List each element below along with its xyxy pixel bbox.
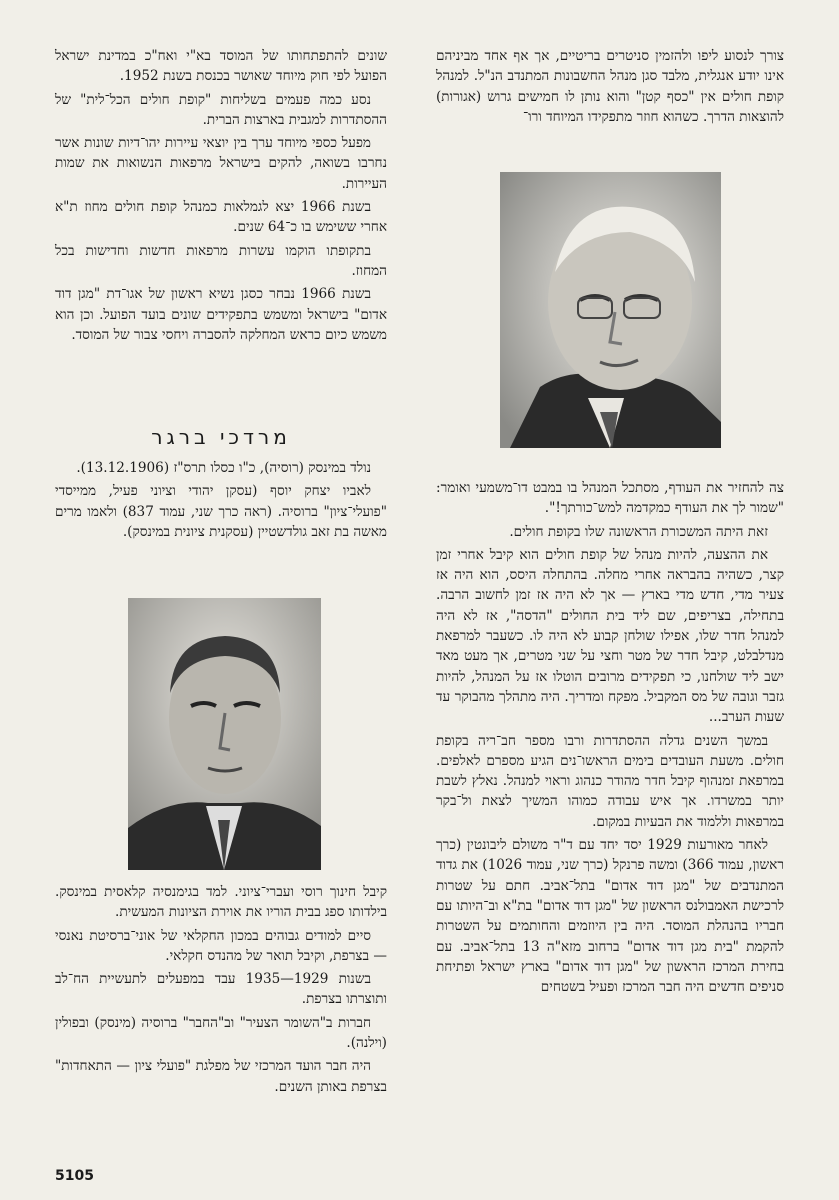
left-column-bottom (55, 882, 387, 1100)
biography-heading: מרדכי ברגר (151, 425, 291, 449)
paragraph: בתקופתו הוקמו עשרות מרפאות חדשות וחדישות בכל המחוז. (55, 242, 387, 279)
paragraph: סיים למודים גבוהים במכון החקלאי של אוני־ברסיטת נאנסי — בצרפת, וקיבל תואר של מהנדס חקלאי. (55, 927, 387, 964)
paragraph: לאביו יצחק יוסף (עסקן יהודי וציוני פעיל, ממייסדי "פועלי־ציון" ברוסיה. (ראה כרך שני, עמוד 837) ולאמו מרים מאשה בת זאב גולדשטיין (עסקנית ציונית במינסק). (55, 483, 387, 540)
portrait-photo-elder (500, 172, 721, 448)
paragraph: חברות ב"השומר הצעיר" וב"החבר" ברוסיה (מינסק) ובפולין (וילנה). (55, 1014, 387, 1052)
portrait-photo-berger (128, 598, 321, 870)
paragraph: מפעל כספי מיוחד ערך בין יוצאי עיירות יהו־דיות שונות אשר נחרבו בשואה, להקים בישראל מרפאות הנשואות את שמות העיירות. (55, 135, 387, 192)
page-number: 5105 (55, 1168, 94, 1184)
left-column-top (55, 46, 387, 348)
paragraph: נולד במינסק (רוסיה), כ"ו כסלו תרס"ז (13.12.1906). (76, 460, 371, 476)
paragraph: לאחר מאורעות 1929 יסד יחד עם ד"ר משולם ליבונטין (כרך ראשון, עמוד 366) ומשה פרנקל (כרך שני, עמוד 1026) את גדוד המתנדבים של "מגן דוד אדום" בתל־אביב. חתם על שטרות לרכישת האמבולנס הראשון של "מגן דוד אדום" בת"א וב־היותו עם חבריו בהנהלת המוסד. היה בין היוזמים והחותמים על השטרות להקמת "בית מגן דוד אדום" ברחוב מזא"ה 13 בתל־אביב. עם בחירת המרכז הראשון של "מגן דוד אדום" בארץ ישראל ופתיחת סניפים חדשים היה חבר המרכז ופעיל בשטחים (436, 837, 784, 996)
paragraph: היה חבר הועד המרכזי של מפלגת "פועלי ציון — התאחדות" בצרפת באותן השנים. (55, 1058, 387, 1095)
left-column-bio (55, 458, 387, 545)
paragraph: את ההצעה, להיות מנהל של קופת חולים הוא קיבל אחרי זמן קצר, כשהיה בהבראה אחרי מחלה. בהתחלה היסס, הוא היה אז צעיר מדי, חדש מדי בארץ — אך לא היה אז זמן לחשוב הרבה. בתחילה, בצריפים, שם ליד בית החולים "הדסה", אז לא היה למנהל חדר שלו, אפילו שולחן קבוע לא היה לו. כשעבר למרפאת מנדלבלט, קיבל חדר של מטר וחצי על שני מטרים, אך מעט מאד ישב ליד שולחנו, כי תפקידים מרובים הוטלו אז על המנהל, להיות גזבר וגובה של מס המקביל. מפקח ומדריך. היה מתהלך מהבוקר עד שעות הערב... (436, 546, 784, 726)
paragraph: במשך השנים גדלה ההסתדרות ורבו מספר חב־ריה בקופת חולים. משעת העובדים בימים הראשו־נים הגיע מספרם לאלפים. במרפאת זמנהוף קיבל חדר מהודר כנהוג וראוי למנהל. נאלץ לשבת יותר במשרדו. אך איש עבודה כמוהו המשיך לצאת ול־בקר במרפאות וללמוד את הבעיות במקום. (436, 732, 784, 830)
right-column-top (436, 46, 784, 130)
paragraph: בשנת 1966 נבחר כסגן נשיא ראשון של אגו־דת "מגן דוד אדום" בישראל ומשמש בתפקידים שונים בועד הפועל. וכן הוא משמש כיום כראש המחלקה להסברה ויחסי צבור של המוסד. (55, 286, 387, 343)
paragraph: קיבל חינוך רוסי ועברי־ציוני. למד בגימנסיה קלאסית במינסק. בילדותו ספג בבית הוריו את אוירת הציונות המעשית. (55, 884, 387, 921)
paragraph: צורך לנסוע ליפו ולהזמין סניטרים בריטיים, אך אף אחד מביניהם אינו יודע אנגלית, מלבד סגן מנהל החשבונות המתנדב הנ"ל. למנהל קופת חולים אין "כסף קטן" והוא נותן לו חמישים גרוש (אגורות) להוצאות הדרך. כשהוא חוזר מתפקידו המיוחד ורו־ (436, 48, 784, 125)
paragraph: שונים להתפתחותו של המוסד בא"י ואח"כ במדינת ישראל הפועל לפי חוק מיוחד שאושר בכנסת בשנת 1952. (55, 48, 387, 85)
paragraph: צה להחזיר את העודף, מסתכל המנהל בו במבט דו־משמעי ואומר: "שמור לך את העודף כמקדמה למש־כורתך!". (436, 480, 784, 517)
paragraph: זאת היתה המשכורת הראשונה שלו בקופת חולים. (509, 523, 768, 540)
paragraph: בשנת 1966 יצא לגמלאות כמנהל קופת חולים מחוז ת"א אחרי ששימש בו כ־64 שנים. (55, 199, 387, 236)
paragraph: בשנות 1929—1935 עבד במפעלים לתעשיית הח־לב ותוצרתו בצרפת. (55, 971, 387, 1008)
right-column-main (436, 478, 784, 1000)
paragraph: נסע כמה פעמים בשליחות "קופת חולים הכל־לית" של ההסתדרות למגבית בארצות הברית. (55, 91, 387, 128)
